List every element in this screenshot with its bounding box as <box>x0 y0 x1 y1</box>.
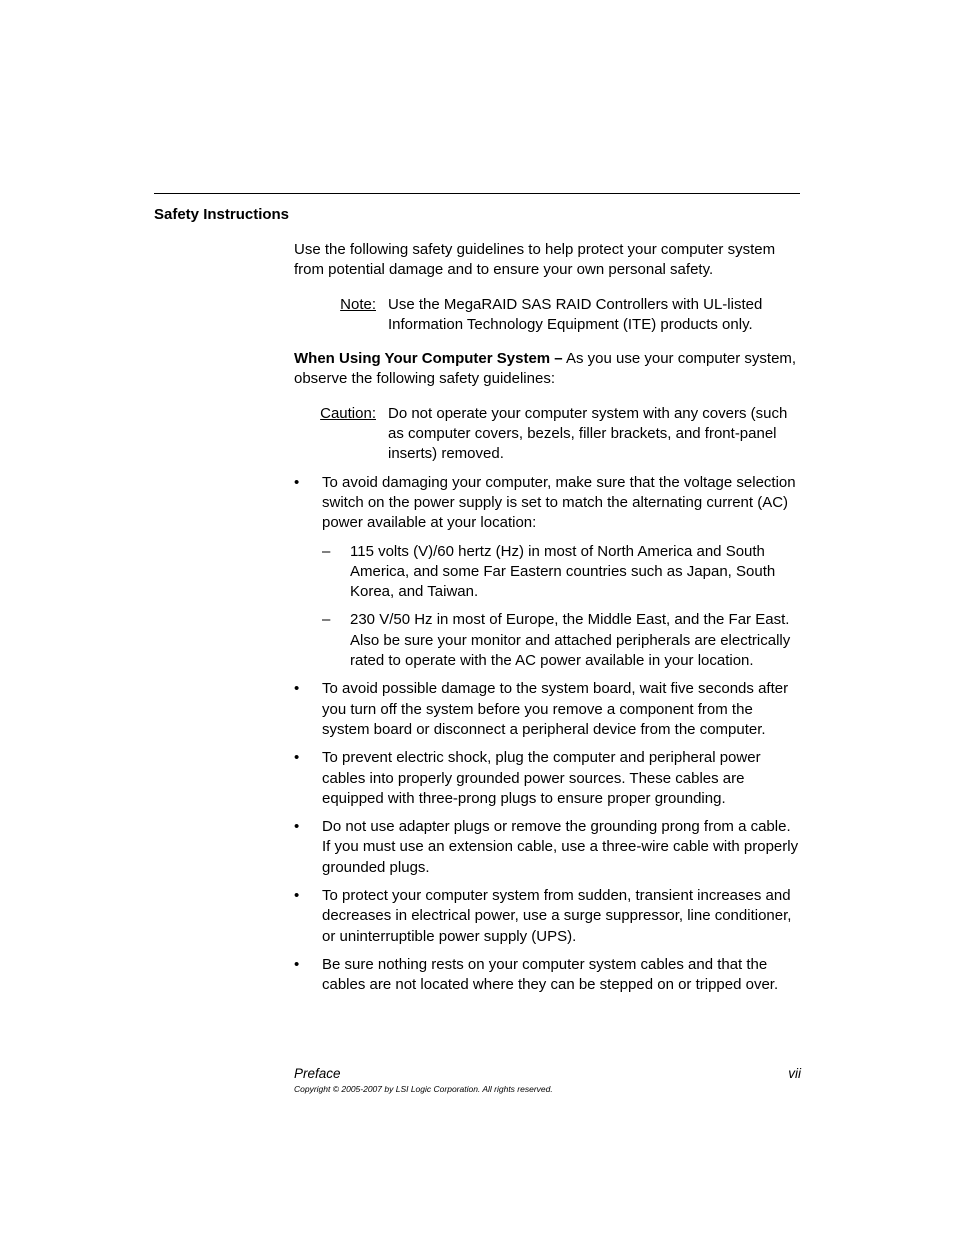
section-title: Safety Instructions <box>154 206 290 223</box>
note-callout <box>294 295 802 336</box>
bullet-text: To protect your computer system from sudden, transient increases and decreases in electrical power, use a surge suppressor, line conditioner, or uninterruptible power supply (UPS). <box>322 887 792 945</box>
voltage-sub-list <box>322 542 802 672</box>
sub-bullet-text: 115 volts (V)/60 hertz (Hz) in most of North America and South America, and some Far Eastern countries such as Japan, South Korea, and Taiwan. <box>350 542 776 601</box>
safety-bullet-list <box>294 473 802 996</box>
footer-copyright: Copyright © 2005-2007 by LSI Logic Corporation. All rights reserved. <box>294 1084 553 1094</box>
list-item <box>294 748 802 809</box>
note-label: Note: <box>340 295 376 313</box>
sub-list-item <box>322 542 802 603</box>
lead-bold: When Using Your Computer System – <box>294 350 563 368</box>
bullet-text: To prevent electric shock, plug the computer and peripheral power cables into properly grounded power sources. These cables are equipped with three-prong plugs to ensure proper grounding. <box>322 749 761 807</box>
lead-text: As you use your computer system, observe the following safety guidelines: <box>294 350 797 388</box>
lead-paragraph <box>294 349 802 390</box>
bullet-icon: • <box>294 818 300 836</box>
bullet-text: To avoid possible damage to the system board, wait five seconds after you turn off the system before you remove a component from the system board or disconnect a peripheral device from the computer. <box>322 680 789 738</box>
sub-bullet-text: 230 V/50 Hz in most of Europe, the Middle East, and the Far East. Also be sure your monitor and attached peripherals are electrically rated to operate with the AC power available in your location. <box>350 611 791 670</box>
footer-page-number: vii <box>788 1066 801 1081</box>
sub-list-item <box>322 610 802 671</box>
bullet-icon: • <box>294 955 300 973</box>
note-text: Use the MegaRAID SAS RAID Controllers with UL-listed Information Technology Equipment (ITE) products only. <box>388 295 763 333</box>
bullet-icon: • <box>294 473 300 491</box>
list-item <box>294 886 802 947</box>
header-rule <box>154 193 800 194</box>
body-column <box>294 240 802 1004</box>
bullet-text: Do not use adapter plugs or remove the grounding prong from a cable. If you must use an extension cable, use a three-wire cable with properly grounded plugs. <box>322 818 799 876</box>
footer-section-name: Preface <box>294 1066 341 1081</box>
intro-paragraph: Use the following safety guidelines to help protect your computer system from potential damage and to ensure your own personal safety. <box>294 241 776 279</box>
bullet-icon: • <box>294 749 300 767</box>
list-item <box>294 955 802 996</box>
list-item <box>294 473 802 672</box>
dash-icon: – <box>322 611 331 629</box>
dash-icon: – <box>322 542 331 560</box>
bullet-icon: • <box>294 887 300 905</box>
list-item <box>294 679 802 740</box>
list-item <box>294 817 802 878</box>
bullet-text: To avoid damaging your computer, make sure that the voltage selection switch on the power supply is set to match the alternating current (AC) power available at your location: <box>322 473 796 532</box>
bullet-text: Be sure nothing rests on your computer system cables and that the cables are not located where they can be stepped on or tripped over. <box>322 955 779 994</box>
caution-label: Caution: <box>320 404 376 422</box>
bullet-icon: • <box>294 680 300 698</box>
caution-callout <box>294 404 802 465</box>
caution-text: Do not operate your computer system with any covers (such as computer covers, bezels, filler brackets, and front-panel inserts) removed. <box>388 404 788 463</box>
